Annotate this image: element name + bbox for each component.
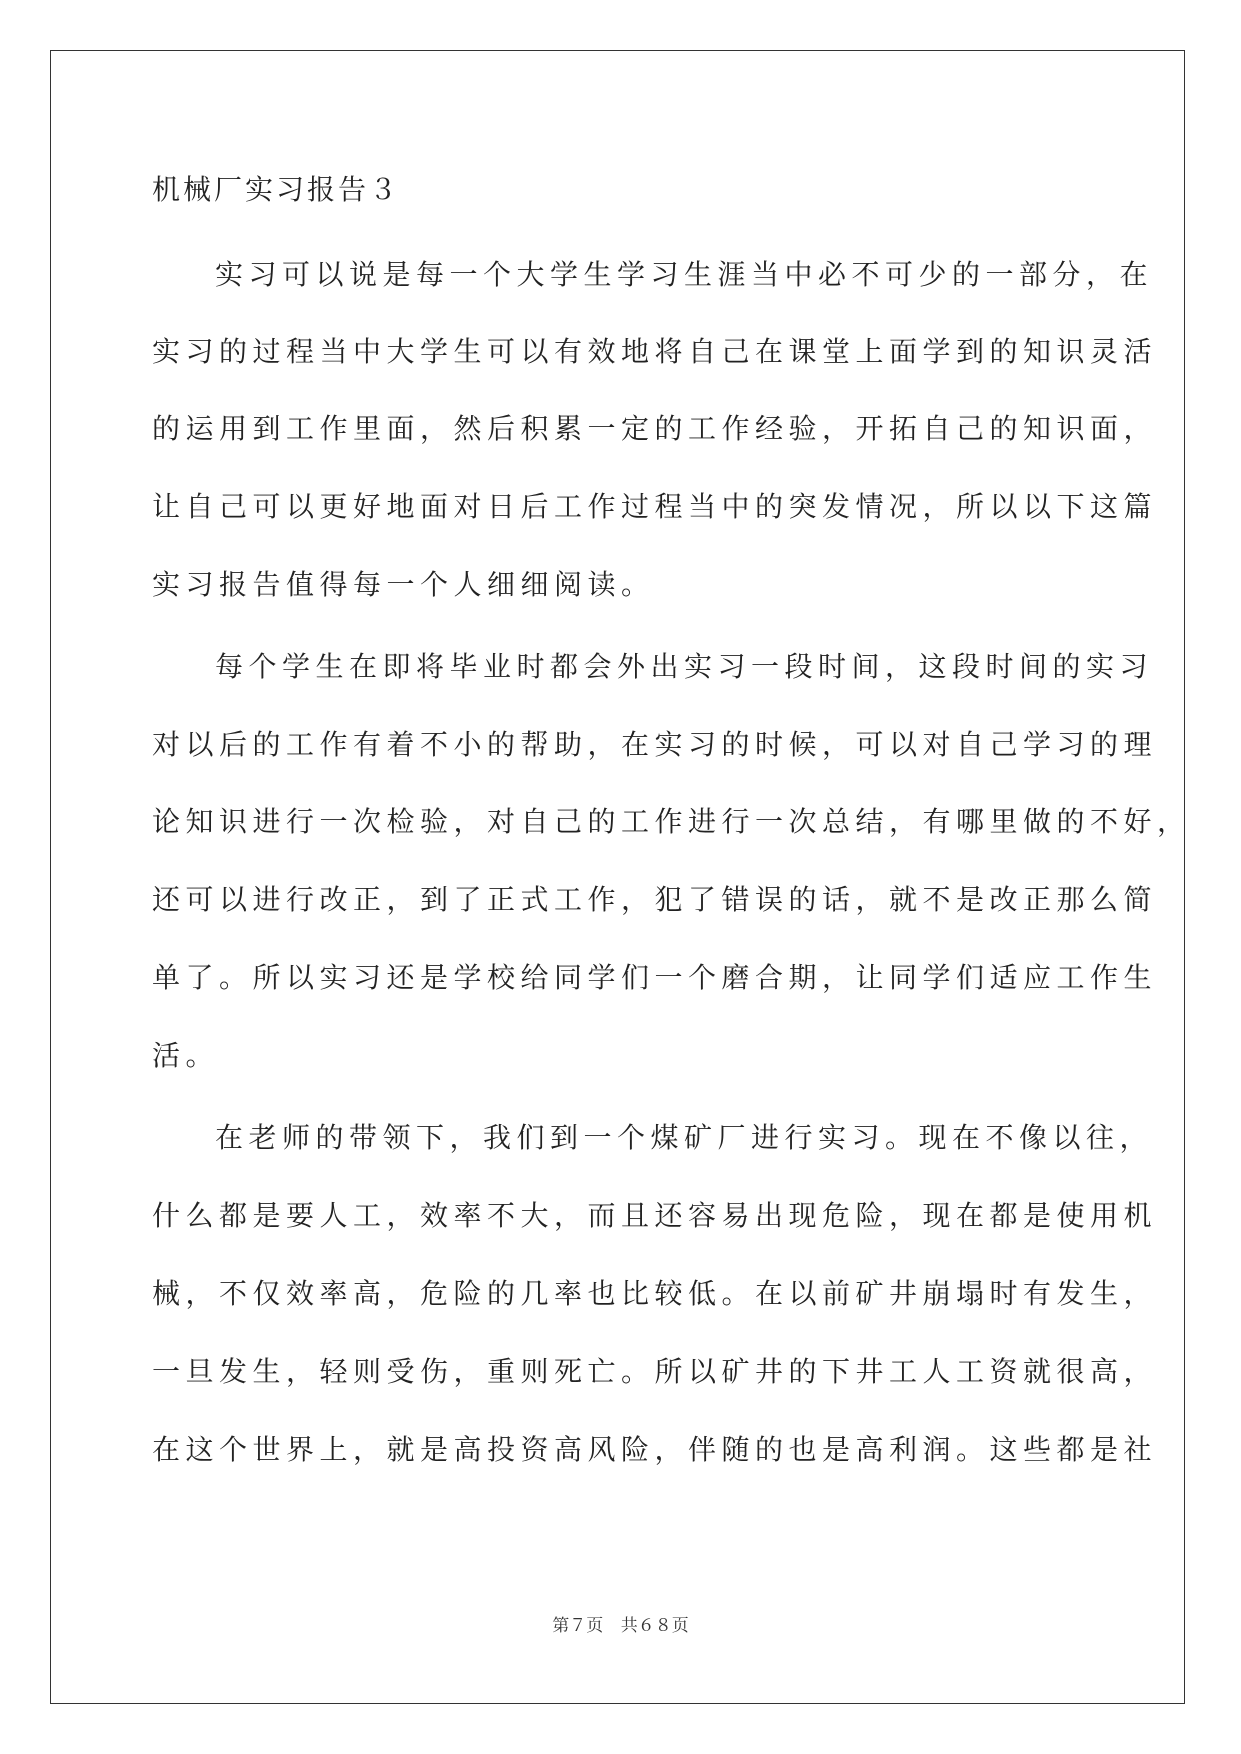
paragraph-2-line-5: 单了。所以实习还是学校给同学们一个磨合期，让同学们适应工作生 [152, 961, 1158, 994]
paragraph-3-line-5: 在这个世界上，就是高投资高风险，伴随的也是高利润。这些都是社 [152, 1433, 1158, 1466]
total-pages: 共６８页 [620, 1616, 689, 1636]
page-number: 第７页 [552, 1616, 604, 1636]
paragraph-2-line-3: 论知识进行一次检验，对自己的工作进行一次总结，有哪里做的不好， [152, 805, 1191, 838]
paragraph-2-line-1: 每个学生在即将毕业时都会外出实习一段时间，这段时间的实习 [215, 650, 1154, 683]
page-footer [0, 1611, 1241, 1636]
document-title: 机械厂实习报告３ [152, 173, 401, 206]
paragraph-2-line-6: 活。 [152, 1039, 220, 1072]
paragraph-1-line-2: 实习的过程当中大学生可以有效地将自己在课堂上面学到的知识灵活 [152, 335, 1158, 368]
paragraph-3-line-2: 什么都是要人工，效率不大，而且还容易出现危险，现在都是使用机 [152, 1199, 1158, 1232]
paragraph-3-line-4: 一旦发生，轻则受伤，重则死亡。所以矿井的下井工人工资就很高， [152, 1355, 1158, 1388]
paragraph-1-line-4: 让自己可以更好地面对日后工作过程当中的突发情况，所以以下这篇 [152, 490, 1158, 523]
paragraph-2-line-4: 还可以进行改正，到了正式工作，犯了错误的话，就不是改正那么简 [152, 883, 1158, 916]
paragraph-1-line-1: 实习可以说是每一个大学生学习生涯当中必不可少的一部分，在 [215, 258, 1154, 291]
paragraph-3-line-3: 械，不仅效率高，危险的几率也比较低。在以前矿井崩塌时有发生， [152, 1277, 1158, 1310]
paragraph-1-line-3: 的运用到工作里面，然后积累一定的工作经验，开拓自己的知识面， [152, 412, 1158, 445]
paragraph-3-line-1: 在老师的带领下，我们到一个煤矿厂进行实习。现在不像以往， [215, 1121, 1154, 1154]
paragraph-1-line-5: 实习报告值得每一个人细细阅读。 [152, 568, 655, 601]
paragraph-2-line-2: 对以后的工作有着不小的帮助，在实习的时候，可以对自己学习的理 [152, 728, 1158, 761]
